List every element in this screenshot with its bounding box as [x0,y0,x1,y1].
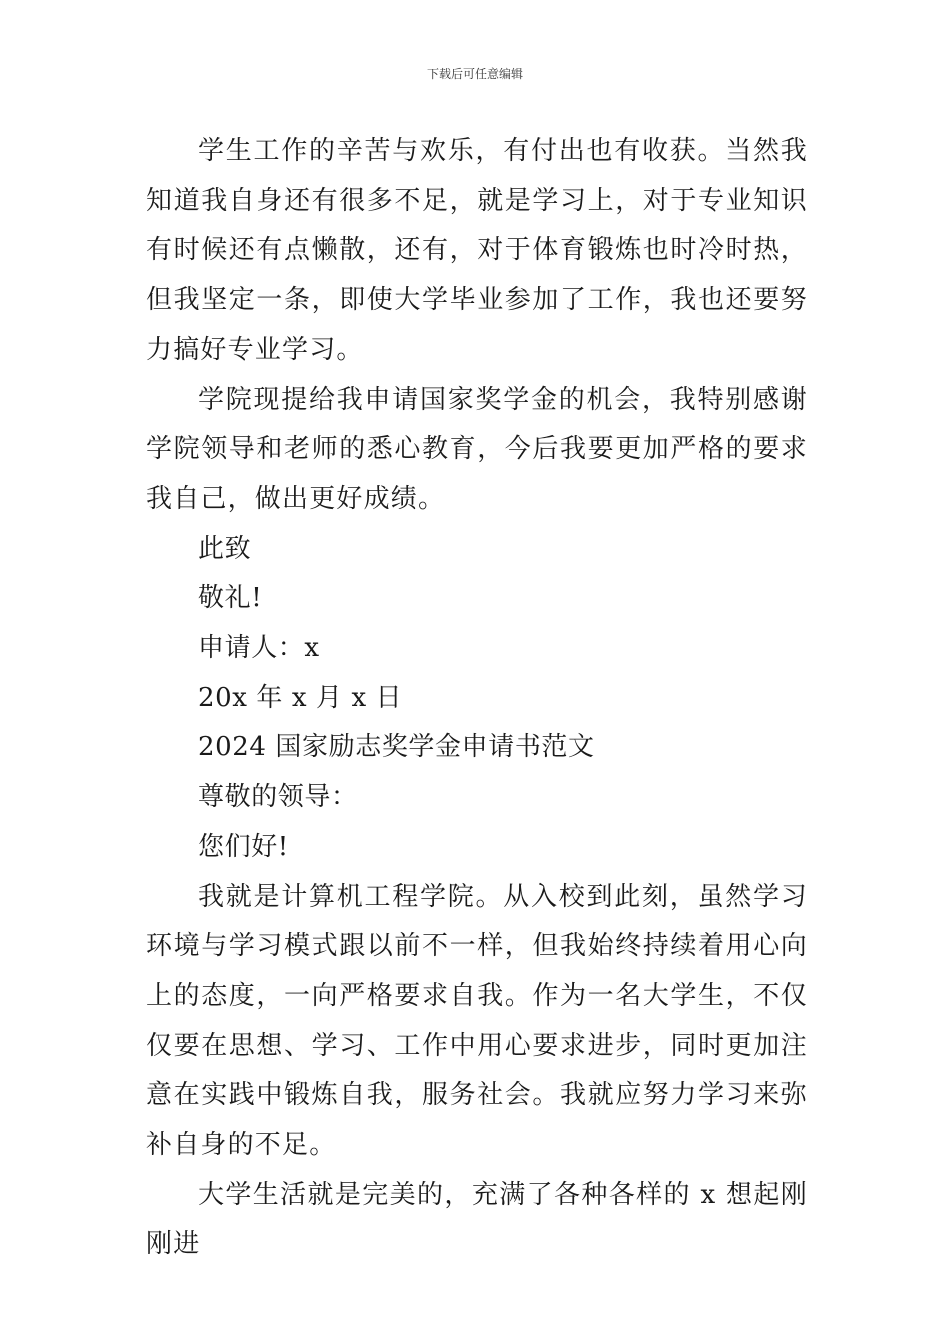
section-title: 2024 国家励志奖学金申请书范文 [198,732,595,763]
greeting-line: 您们好! [198,831,289,862]
paragraph-self-introduction: 我就是计算机工程学院。从入校到此刻，虽然学习环境与学习模式跟以前不一样，但我始终持续着用心向上的态度，一向严格要求自我。作为一名大学生，不仅仅要在思想、学习、工作中用心要求进步，同时更加注意在实践中锻炼自我，服务社会。我就应努力学习来弥补自身的不足。 [146,881,808,1161]
closing-line-1: 此致 [198,533,252,564]
salutation-line: 尊敬的领导： [198,782,358,813]
closing-line-2: 敬礼! [198,583,263,614]
applicant-line: 申请人：x [198,633,320,664]
page-header: 下载后可任意编辑 [426,67,523,81]
paragraph-college-life: 大学生活就是完美的，充满了各种各样的 x 想起刚刚进 [146,1179,808,1260]
document-body [146,127,808,1270]
paragraph-work-reflection: 学生工作的辛苦与欢乐，有付出也有收获。当然我知道我自身还有很多不足，就是学习上，对于专业知识有时候还有点懒散，还有，对于体育锻炼也时冷时热，但我坚定一条，即使大学毕业参加了工作，我也还要努力搞好专业学习。 [146,136,808,365]
date-line: 20x 年 x 月 x 日 [198,682,403,713]
paragraph-gratitude: 学院现提给我申请国家奖学金的机会，我特别感谢学院领导和老师的悉心教育，今后我要更加严格的要求我自己，做出更好成绩。 [146,384,808,514]
